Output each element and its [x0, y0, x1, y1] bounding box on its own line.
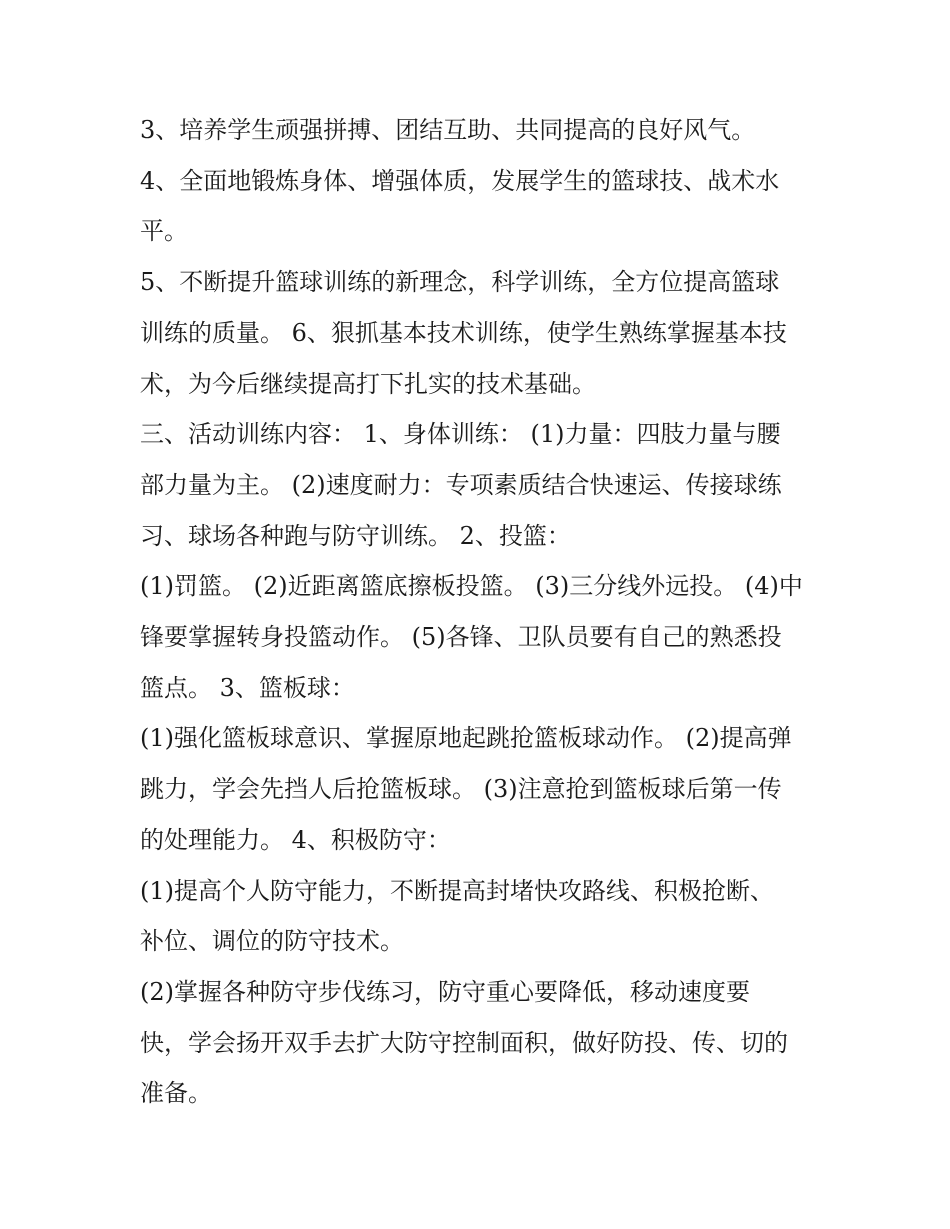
paragraph-goal-5-6 [140, 257, 830, 409]
text-line: 习、球场各种跑与防守训练。 2、投篮： [140, 521, 571, 550]
text-line: 5、不断提升篮球训练的新理念，科学训练，全方位提高篮球 [140, 268, 780, 297]
paragraph-defense-2 [140, 967, 830, 1119]
text-line: 补位、调位的防守技术。 [140, 927, 404, 956]
text-line: (1)强化篮板球意识、掌握原地起跳抢篮板球动作。 (2)提高弹 [140, 724, 792, 753]
text-line: 的处理能力。 4、积极防守： [140, 825, 451, 854]
document-body [140, 105, 830, 1119]
text-line: 准备。 [140, 1079, 212, 1108]
text-line: 部力量为主。 (2)速度耐力：专项素质结合快速运、传接球练 [140, 470, 782, 499]
text-line: 术，为今后继续提高打下扎实的技术基础。 [140, 369, 596, 398]
text-line: 跳力，学会先挡人后抢篮板球。 (3)注意抢到篮板球后第一传 [140, 775, 782, 804]
text-line: (1)罚篮。 (2)近距离篮底擦板投篮。 (3)三分线外远投。 (4)中 [140, 572, 803, 601]
text-line: 快，学会扬开双手去扩大防守控制面积，做好防投、传、切的 [140, 1028, 788, 1057]
paragraph-rebounding [140, 713, 830, 865]
paragraph-shooting [140, 561, 830, 713]
text-line: (2)掌握各种防守步伐练习，防守重心要降低，移动速度要 [140, 977, 750, 1006]
paragraph-goal-4 [140, 156, 830, 257]
paragraph-goal-3 [140, 105, 830, 156]
text-line: 训练的质量。 6、狠抓基本技术训练，使学生熟练掌握基本技 [140, 318, 787, 347]
text-line: 3、培养学生顽强拼搏、团结互助、共同提高的良好风气。 [140, 116, 756, 144]
text-line: 篮点。 3、篮板球： [140, 673, 355, 702]
text-line: 锋要掌握转身投篮动作。 (5)各锋、卫队员要有自己的熟悉投 [140, 623, 782, 652]
text-line: 三、活动训练内容： 1、身体训练： (1)力量：四肢力量与腰 [140, 420, 781, 449]
paragraph-training-content [140, 409, 830, 561]
paragraph-defense-1 [140, 866, 830, 967]
text-line: 4、全面地锻炼身体、增强体质，发展学生的篮球技、战术水 [140, 166, 780, 195]
text-line: 平。 [140, 217, 188, 246]
text-line: (1)提高个人防守能力，不断提高封堵快攻路线、积极抢断、 [140, 876, 774, 905]
